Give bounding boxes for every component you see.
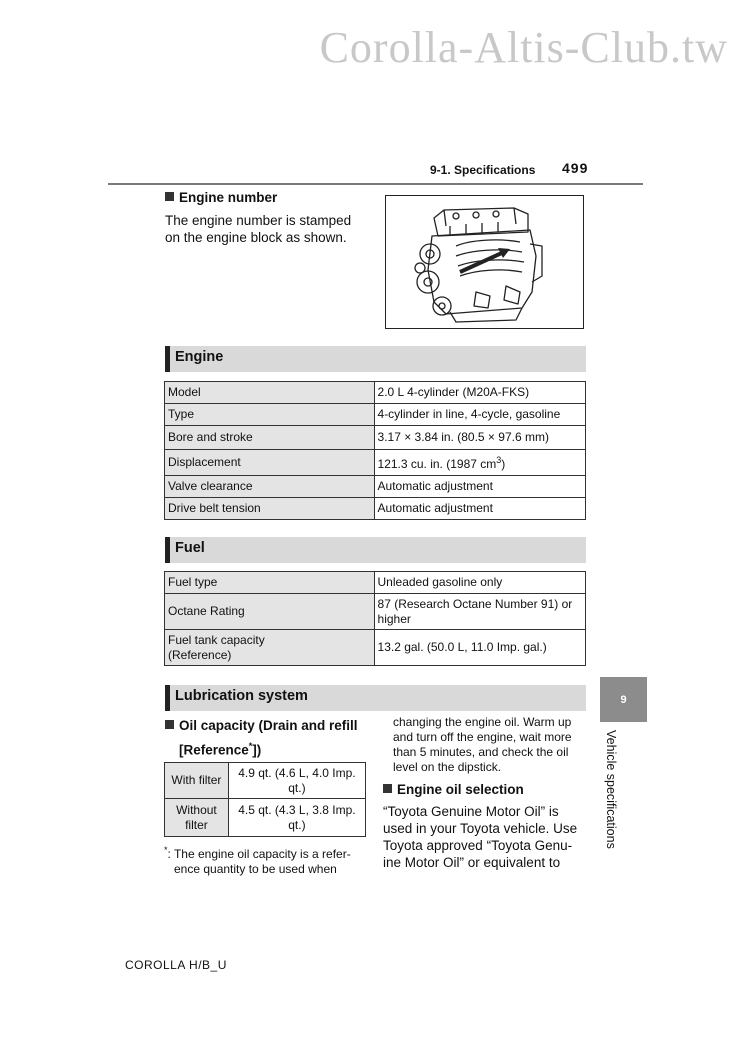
chapter-label: Vehicle specifications — [604, 730, 618, 849]
spec-value: 4-cylinder in line, 4-cycle, gasoline — [374, 404, 585, 426]
section-title: 9-1. Specifications — [430, 163, 536, 177]
fuel-section-header: Fuel — [165, 537, 586, 563]
table-row — [165, 630, 586, 666]
watermark: Corolla-Altis-Club.tw — [319, 23, 728, 72]
oil-footnote: *: The engine oil capacity is a refer- ence quantity to be used when — [164, 845, 351, 876]
oil-selection-text: “Toyota Genuine Motor Oil” is used in your Toyota vehicle. Use Toyota approved “Toyota Genu- ine Motor Oil” or equivalent to — [383, 804, 578, 870]
spec-label: Valve clearance — [165, 476, 375, 498]
square-bullet-icon — [165, 192, 174, 201]
spec-label: Type — [165, 404, 375, 426]
table-row — [165, 476, 586, 498]
table-row — [165, 763, 366, 799]
table-row — [165, 426, 586, 450]
table-row — [165, 450, 586, 476]
chapter-tab[interactable]: 9 — [600, 677, 647, 722]
oil-selection-heading: Engine oil selection — [383, 782, 524, 797]
page-number: 499 — [562, 160, 589, 176]
engine-block-icon — [386, 196, 583, 328]
spec-label: Drive belt tension — [165, 498, 375, 520]
spec-value: 121.3 cu. in. (1987 $cm^3$) — [374, 450, 585, 476]
spec-label: Fuel tank capacity (Reference) — [165, 630, 375, 666]
table-row — [165, 404, 586, 426]
engine-number-text: The engine number is stamped on the engine block as shown. — [165, 213, 352, 245]
table-row — [165, 572, 586, 594]
oil-capacity-table — [164, 762, 366, 837]
footer-model: COROLLA H/B_U — [125, 958, 227, 972]
square-bullet-icon — [165, 720, 174, 729]
table-row — [165, 799, 366, 837]
spec-value: Automatic adjustment — [374, 498, 585, 520]
spec-label: Fuel type — [165, 572, 375, 594]
spec-value: Unleaded gasoline only — [374, 572, 585, 594]
oil-label: Without filter — [165, 799, 229, 837]
engine-section-header: Engine — [165, 346, 586, 372]
spec-label: Model — [165, 382, 375, 404]
spec-value: Automatic adjustment — [374, 476, 585, 498]
spec-value: 3.17 × 3.84 in. (80.5 × 97.6 mm) — [374, 426, 585, 450]
engine-spec-table — [164, 381, 586, 520]
square-bullet-icon — [383, 784, 392, 793]
spec-label: Bore and stroke — [165, 426, 375, 450]
engine-number-heading: Engine number — [165, 190, 277, 205]
lubrication-section-header: Lubrication system — [165, 685, 586, 711]
spec-value: 13.2 gal. (50.0 L, 11.0 Imp. gal.) — [374, 630, 585, 666]
oil-capacity-continuation: changing the engine oil. Warm up and turn off the engine, wait more than 5 minutes, and check the oil level on the dipstick. — [393, 715, 572, 774]
oil-value: 4.9 qt. (4.6 L, 4.0 Imp. qt.) — [228, 763, 365, 799]
header-rule — [108, 183, 643, 185]
fuel-spec-table — [164, 571, 586, 666]
oil-capacity-heading: Oil capacity (Drain and refill [Reference*]) — [165, 716, 358, 761]
spec-label: Displacement — [165, 450, 375, 476]
engine-illustration — [385, 195, 584, 329]
spec-value: 87 (Research Octane Number 91) or higher — [374, 594, 585, 630]
table-row — [165, 594, 586, 630]
table-row — [165, 382, 586, 404]
oil-value: 4.5 qt. (4.3 L, 3.8 Imp. qt.) — [228, 799, 365, 837]
table-row — [165, 498, 586, 520]
spec-value: 2.0 L 4-cylinder (M20A-FKS) — [374, 382, 585, 404]
spec-label: Octane Rating — [165, 594, 375, 630]
oil-label: With filter — [165, 763, 229, 799]
